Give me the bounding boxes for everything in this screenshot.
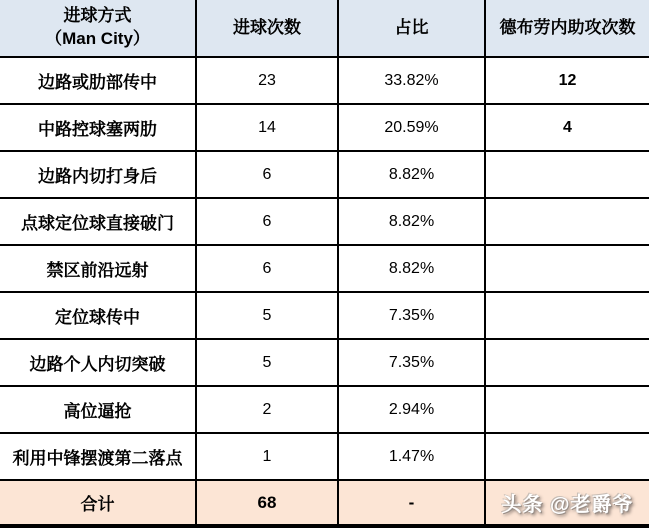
total-share-cell: -	[338, 480, 485, 524]
assists-cell	[485, 292, 649, 339]
share-cell: 20.59%	[338, 104, 485, 151]
assists-cell	[485, 151, 649, 198]
method-cell: 中路控球塞两肋	[0, 104, 196, 151]
share-cell: 8.82%	[338, 198, 485, 245]
share-cell: 7.35%	[338, 339, 485, 386]
method-cell: 边路个人内切突破	[0, 339, 196, 386]
goals-cell: 5	[196, 339, 338, 386]
share-cell: 7.35%	[338, 292, 485, 339]
table-row	[0, 104, 649, 151]
method-cell: 定位球传中	[0, 292, 196, 339]
goals-cell: 1	[196, 433, 338, 480]
method-cell: 利用中锋摆渡第二落点	[0, 433, 196, 480]
assists-cell: 4	[485, 104, 649, 151]
header-cell-method	[0, 0, 196, 57]
assists-cell	[485, 198, 649, 245]
header-cell-goals: 进球次数	[196, 0, 338, 57]
assists-cell	[485, 433, 649, 480]
watermark-text: 头条 @老爵爷	[501, 494, 634, 516]
table-row	[0, 292, 649, 339]
table-row	[0, 245, 649, 292]
header-method-line1: 进球方式	[63, 6, 132, 26]
method-cell: 禁区前沿远射	[0, 245, 196, 292]
header-method-line2: （Man City）	[45, 29, 150, 48]
goals-cell: 2	[196, 386, 338, 433]
goals-cell: 6	[196, 198, 338, 245]
share-cell: 1.47%	[338, 433, 485, 480]
method-cell: 边路内切打身后	[0, 151, 196, 198]
goals-cell: 5	[196, 292, 338, 339]
table-row	[0, 57, 649, 104]
assists-cell	[485, 386, 649, 433]
table-row	[0, 198, 649, 245]
total-label-cell: 合计	[0, 480, 196, 524]
method-cell: 边路或肋部传中	[0, 57, 196, 104]
goals-cell: 6	[196, 151, 338, 198]
method-cell: 点球定位球直接破门	[0, 198, 196, 245]
assists-cell	[485, 339, 649, 386]
assists-cell	[485, 245, 649, 292]
goals-cell: 23	[196, 57, 338, 104]
method-cell: 高位逼抢	[0, 386, 196, 433]
header-cell-assists: 德布劳内助攻次数	[485, 0, 649, 57]
table-row	[0, 386, 649, 433]
share-cell: 2.94%	[338, 386, 485, 433]
total-goals-cell: 68	[196, 480, 338, 524]
share-cell: 8.82%	[338, 245, 485, 292]
table-row	[0, 433, 649, 480]
share-cell: 8.82%	[338, 151, 485, 198]
table-row	[0, 339, 649, 386]
header-row	[0, 0, 649, 57]
assists-cell: 12	[485, 57, 649, 104]
total-row	[0, 480, 649, 524]
goals-cell: 14	[196, 104, 338, 151]
goals-cell: 6	[196, 245, 338, 292]
watermark-cell	[485, 480, 649, 524]
share-cell: 33.82%	[338, 57, 485, 104]
table-row	[0, 151, 649, 198]
header-cell-share: 占比	[338, 0, 485, 57]
